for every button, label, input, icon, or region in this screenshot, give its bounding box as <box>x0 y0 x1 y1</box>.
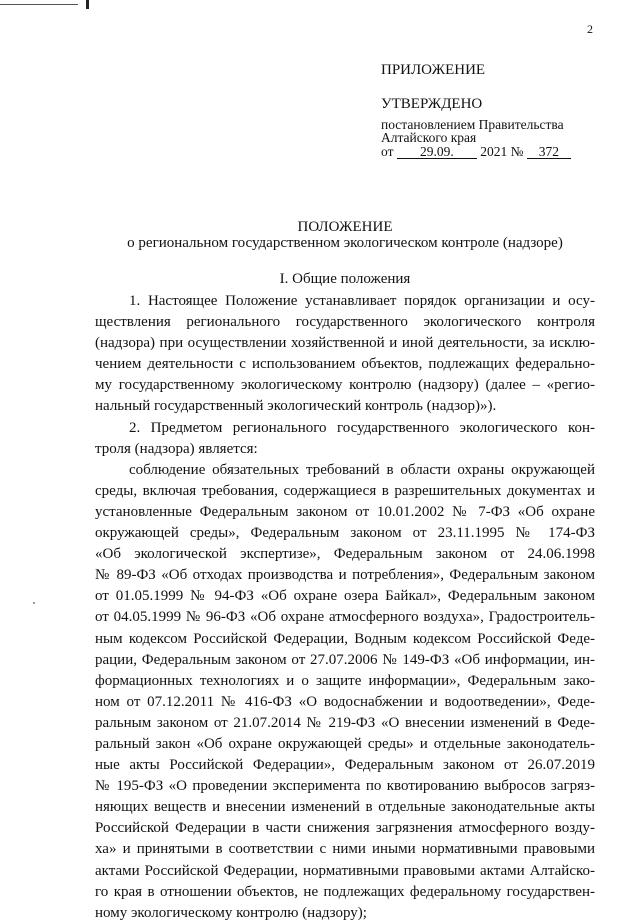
decree-date-line <box>381 145 571 159</box>
decree-line-2: Алтайского края <box>381 130 477 145</box>
body-line: няющих веществ и внесении изменений в отдельные законодательные акты <box>95 799 595 816</box>
scan-artifact-mark <box>86 0 89 9</box>
body-line: го края в отношении объектов, не подлежащих федеральному государствен- <box>95 883 595 900</box>
body-line: ральный закон «Об охране окружающей среды» и отдельные законодатель- <box>95 735 595 752</box>
scan-artifact-line <box>0 4 78 5</box>
body-line: от 01.05.1999 № 94-ФЗ «Об охране озера Байкал», Федеральным законом <box>95 588 595 605</box>
appendix-label: ПРИЛОЖЕНИЕ <box>381 62 486 78</box>
document-number: 372 <box>527 145 571 159</box>
body-line: ные акты Российской Федерации», Федеральным законом от 26.07.2019 <box>95 757 595 774</box>
body-line: чением деятельности с использованием объектов, подлежащих федерально- <box>95 356 595 373</box>
body-line: № 89-ФЗ «Об отходах производства и потребления», Федеральным законом <box>95 567 595 584</box>
body-line: актами Российской Федерации, нормативными правовыми актами Алтайско- <box>95 862 595 879</box>
date-day-month: 29.09. <box>397 145 477 159</box>
date-year: 2021 № <box>480 144 524 159</box>
body-line: установленные Федеральным законом от 10.01.2002 № 7-ФЗ «Об охране <box>95 503 595 520</box>
section-heading: I. Общие положения <box>279 271 411 287</box>
body-line: (надзора) при осуществлении хозяйственной и иной деятельности, за исклю- <box>95 335 595 352</box>
scan-artifact-speck <box>33 602 35 604</box>
page-number: 2 <box>587 22 593 36</box>
decree-line-1: постановлением Правительства <box>381 117 564 132</box>
date-prefix: от <box>381 144 394 159</box>
body-line: му государственному экологическому контролю (надзору) (далее – «регио- <box>95 377 595 394</box>
body-text <box>95 291 595 924</box>
body-line: Российской Федерации в части снижения загрязнения атмосферного возду- <box>95 820 595 837</box>
document-title: ПОЛОЖЕНИЕ <box>297 219 393 235</box>
body-line: ном от 07.12.2011 № 416-ФЗ «О водоснабжении и водоотведении», Феде- <box>95 693 595 710</box>
body-line: 2. Предметом регионального государственного экологического кон- <box>129 419 595 436</box>
body-line: рации, Федеральным законом от 27.07.2006 № 149-ФЗ «Об информации, ин- <box>95 651 595 668</box>
document-subtitle: о региональном государственном экологическом контроле (надзоре) <box>127 235 563 251</box>
approved-label: УТВЕРЖДЕНО <box>381 96 483 112</box>
body-line: № 195-ФЗ «О проведении эксперимента по квотированию выбросов загряз- <box>95 778 595 795</box>
body-line: нальный государственный экологический контроль (надзор)»). <box>95 398 497 415</box>
body-line: 1. Настоящее Положение устанавливает порядок организации и осу- <box>129 293 595 309</box>
body-line: ному экологическому контролю (надзору); <box>95 904 367 921</box>
body-line: от 04.05.1999 № 96-ФЗ «Об охране атмосферного воздуха», Градостроитель- <box>95 609 595 626</box>
body-line: окружающей среды», Федеральным законом от 23.11.1995 № 174-ФЗ <box>95 525 595 542</box>
body-line: соблюдение обязательных требований в области охраны окружающей <box>129 461 595 478</box>
body-line: ным кодексом Российской Федерации, Водным кодексом Российской Феде- <box>95 630 595 647</box>
body-line: ральным законом от 21.07.2014 № 219-ФЗ «О внесении изменений в Феде- <box>95 714 595 731</box>
body-line: формационных технологиях и о защите информации», Федеральным зако- <box>95 672 595 689</box>
body-line: ха» и принятыми в соответствии с ними иными нормативными правовыми <box>95 841 595 858</box>
body-line: троля (надзора) является: <box>95 440 258 457</box>
body-line: «Об экологической экспертизе», Федеральным законом от 24.06.1998 <box>95 546 595 563</box>
body-line: среды, включая требования, содержащиеся в разрешительных документах и <box>95 482 595 499</box>
body-line: ществления регионального государственного экологического контроля <box>95 314 595 331</box>
